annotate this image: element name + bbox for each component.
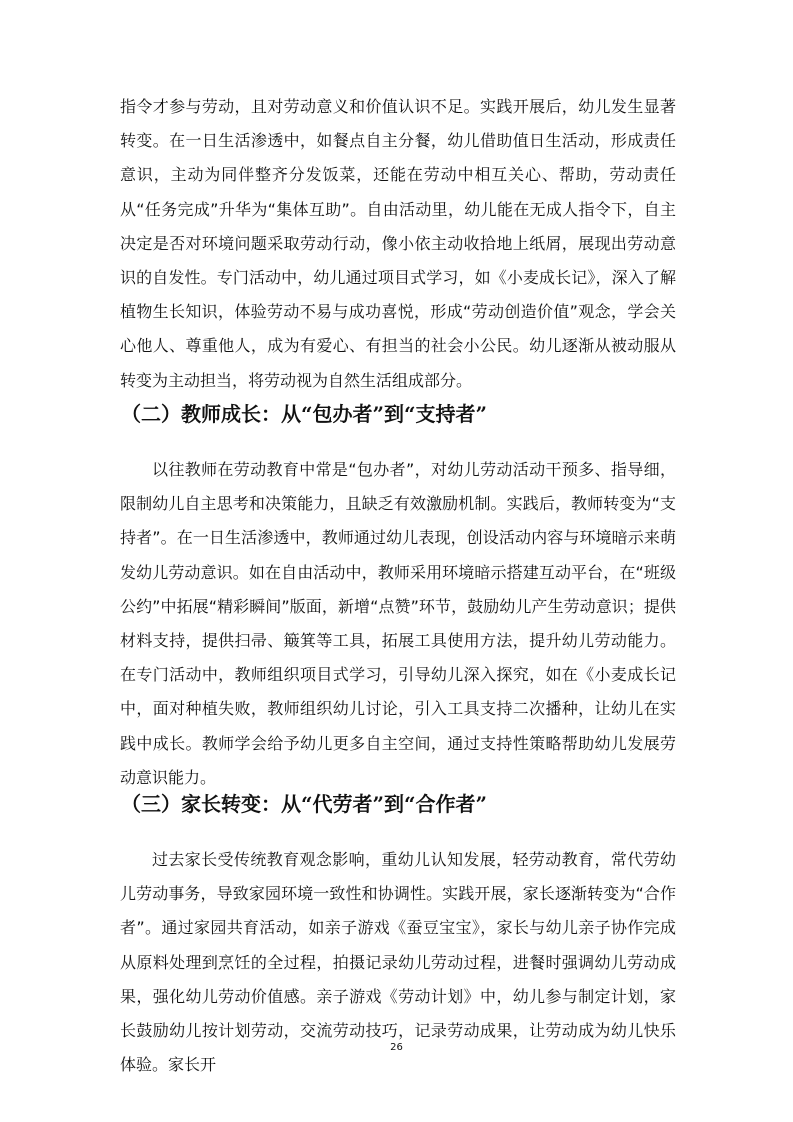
paragraph-child-change: 指令才参与劳动，且对劳动意义和价值认识不足。实践开展后，幼儿发生显著转变。在一日生活渗透中，如餐点自主分餐，幼儿借助值日生活动，形成责任意识，主动为同伴整齐分发饭菜，还能在劳动中相互关心、帮助，劳动责任从“任务完成”升华为“集体互助”。自由活动里，幼儿能在无成人指令下，自主决定是否对环境问题采取劳动行动，像小依主动收拾地上纸屑，展现出劳动意识的自发性。专门活动中，幼儿通过项目式学习，如《小麦成长记》，深入了解植物生长知识，体验劳动不易与成功喜悦，形成“劳动创造价值”观念，学会关心他人、尊重他人，成为有爱心、有担当的社会小公民。幼儿逐渐从被动服从转变为主动担当，将劳动视为自然生活组成部分。 [120,97,676,390]
section-heading-parent-change: （三）家长转变：从“代劳者”到“合作者” [121,792,488,816]
section-heading-teacher-growth: （二）教师成长：从“包办者”到“支持者” [121,402,488,426]
paragraph-parent-change: 过去家长受传统教育观念影响，重幼儿认知发展，轻劳动教育，常代劳幼儿劳动事务，导致家园环境一致性和协调性。实践开展，家长逐渐转变为“合作者”。通过家园共育活动，如亲子游戏《蚕豆宝宝》，家长与幼儿亲子协作完成从原料处理到烹饪的全过程，拍摄记录幼儿劳动过程，进餐时强调幼儿劳动成果，强化幼儿劳动价值感。亲子游戏《劳动计划》中，幼儿参与制定计划，家长鼓励幼儿按计划劳动，交流劳动技巧，记录劳动成果，让劳动成为幼儿快乐体验。家长开 [120,850,676,1075]
page-number: 26 [390,1042,403,1053]
paragraph-teacher-growth: 以往教师在劳动教育中常是“包办者”，对幼儿劳动活动干预多、指导细，限制幼儿自主思考和决策能力，且缺乏有效激励机制。实践后，教师转变为“支持者”。在一日生活渗透中，教师通过幼儿表现，创设活动内容与环境暗示来萌发幼儿劳动意识。如在自由活动中，教师采用环境暗示搭建互动平台，在“班级公约”中拓展“精彩瞬间”版面，新增“点赞”环节，鼓励幼儿产生劳动意识；提供材料支持，提供扫帚、簸箕等工具，拓展工具使用方法，提升幼儿劳动能力。在专门活动中，教师组织项目式学习，引导幼儿深入探究，如在《小麦成长记中，面对种植失败，教师组织幼儿讨论，引入工具支持二次播种，让幼儿在实践中成长。教师学会给予幼儿更多自主空间，通过支持性策略帮助幼儿发展劳动意识能力。 [120,460,676,787]
